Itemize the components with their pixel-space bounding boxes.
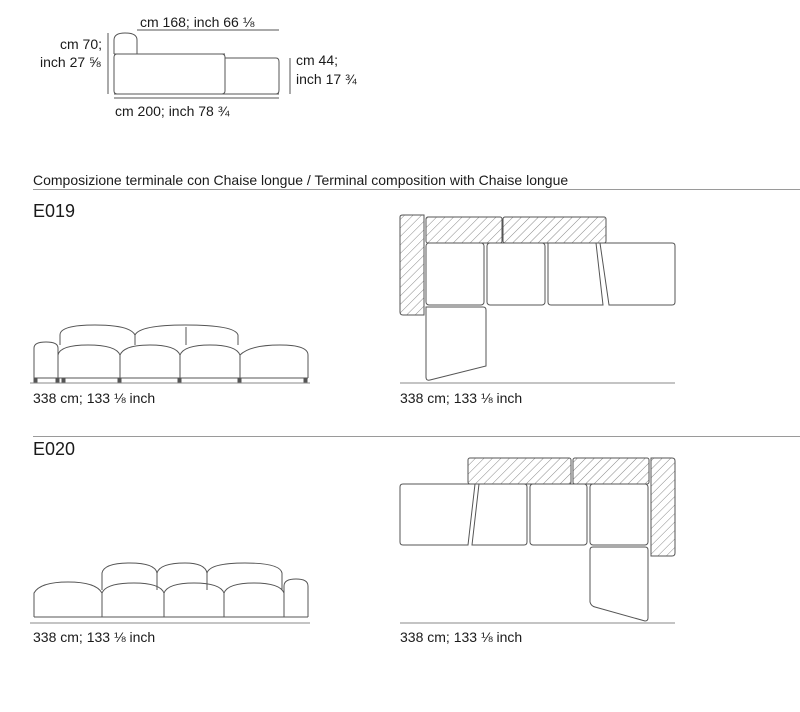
e019-front-dimension: 338 cm; 133 ⅛ inch	[33, 390, 156, 406]
section-title-english: Terminal composition with Chaise longue	[314, 172, 569, 188]
composition-code-e019: E019	[33, 201, 76, 221]
e019-front-view	[30, 325, 310, 383]
section-title-separator: /	[303, 172, 315, 188]
e020-plan-view	[400, 458, 675, 623]
width-dimension-label: cm 168; inch 66 ⅛	[140, 14, 255, 30]
seat-height-label: cm 44;	[296, 52, 339, 68]
e020-plan-dimension: 338 cm; 133 ⅛ inch	[400, 629, 523, 645]
section-divider	[33, 189, 800, 190]
height-dimension-inch-label: inch 27 ⅝	[40, 54, 101, 70]
length-dimension-label: cm 200; inch 78 ¾	[115, 103, 230, 119]
module-side-view	[114, 33, 279, 94]
composition-divider	[33, 436, 800, 437]
section-title-italian: Composizione terminale con Chaise longue	[33, 172, 304, 188]
dimension-lines	[108, 30, 290, 98]
e020-front-dimension: 338 cm; 133 ⅛ inch	[33, 629, 156, 645]
section-title	[33, 172, 568, 188]
seat-height-inch-label: inch 17 ¾	[296, 71, 357, 87]
e019-plan-dimension: 338 cm; 133 ⅛ inch	[400, 390, 523, 406]
height-dimension-label: cm 70;	[60, 36, 103, 52]
e019-plan-view	[400, 215, 675, 383]
e020-front-view	[30, 563, 310, 623]
composition-code-e020: E020	[33, 439, 76, 459]
